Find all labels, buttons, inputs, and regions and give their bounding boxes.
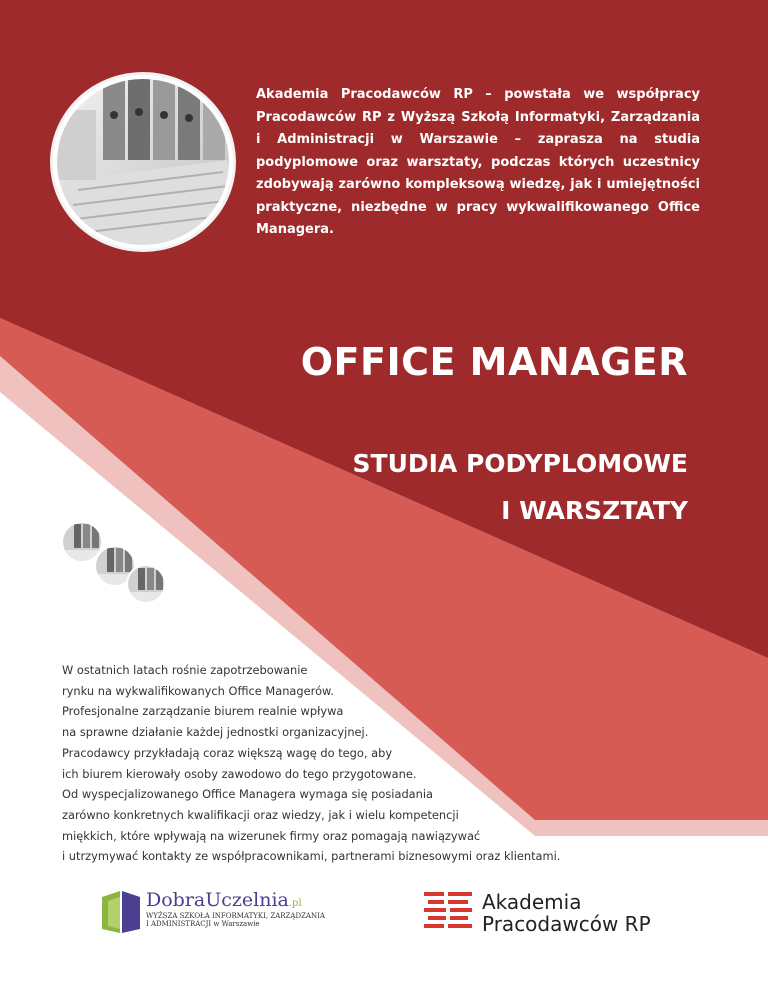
body-line: rynku na wykwalifikowanych Office Managerów.: [62, 683, 334, 698]
dobrauczelnia-name: DobraUczelnia: [146, 889, 289, 911]
page-title: OFFICE MANAGER: [300, 340, 688, 384]
dobrauczelnia-tagline-2: I ADMINISTRACJI w Warszawie: [146, 920, 260, 928]
akademia-wordmark: [482, 891, 651, 935]
akademia-stripes-icon: [424, 892, 472, 934]
body-line: Pracodawcy przykładają coraz większą wagę do tego, aby: [62, 745, 393, 760]
body-line: Od wyspecjalizowanego Office Managera wymaga się posiadania: [62, 787, 434, 802]
body-line: i utrzymywać kontakty ze współpracownikami, partnerami biznesowymi oraz klientami.: [62, 849, 561, 864]
dobrauczelnia-tagline-1: WYŻSZA SZKOŁA INFORMATYKI, ZARZĄDZANIA: [146, 912, 325, 920]
body-line: Profesjonalne zarządzanie biurem realnie wpływa: [62, 704, 344, 719]
body-line: miękkich, które wpływają na wizerunek firmy oraz pomagają nawiązywać: [62, 828, 481, 843]
body-line: ich biurem kierowały osoby zawodowo do tego przygotowane.: [62, 766, 417, 781]
body-line: na sprawne działanie każdej jednostki organizacyjnej.: [62, 725, 369, 740]
office-binders-photo: [48, 70, 238, 254]
dobrauczelnia-domain: .pl: [288, 898, 302, 909]
dobrauczelnia-wordmark: [146, 889, 302, 911]
akademia-line-2: Pracodawców RP: [482, 912, 651, 936]
subtitle-line-1: STUDIA PODYPLOMOWE: [352, 449, 688, 478]
dobrauczelnia-logo: [100, 889, 360, 935]
subtitle-line-2: I WARSZTATY: [501, 496, 688, 525]
dobrauczelnia-tagline: [146, 912, 325, 928]
body-line: W ostatnich latach rośnie zapotrzebowanie: [62, 663, 308, 677]
book-icon: [100, 889, 142, 935]
small-photo-circles: [60, 520, 170, 605]
body-line: zarówno konkretnych kwalifikacji oraz wiedzy, jak i wielu kompetencji: [62, 807, 459, 822]
intro-paragraph: Akademia Pracodawców RP – powstała we współpracy Pracodawców RP z Wyższą Szkołą Informatyki, Zarządzania i Administracji w Warszawie – zaprasza na studia podyplomowe oraz warsztaty, podczas których uczestnicy zdobywają zarówno kompleksową wiedzę, jak i umiejętności praktyczne, niezbędne w pracy wykwalifikowanego Office Managera.: [256, 87, 700, 237]
akademia-line-1: Akademia: [482, 890, 582, 914]
page-subtitle: [353, 440, 688, 534]
akademia-pracodawcow-logo: [424, 890, 651, 936]
body-paragraph: [62, 660, 662, 867]
